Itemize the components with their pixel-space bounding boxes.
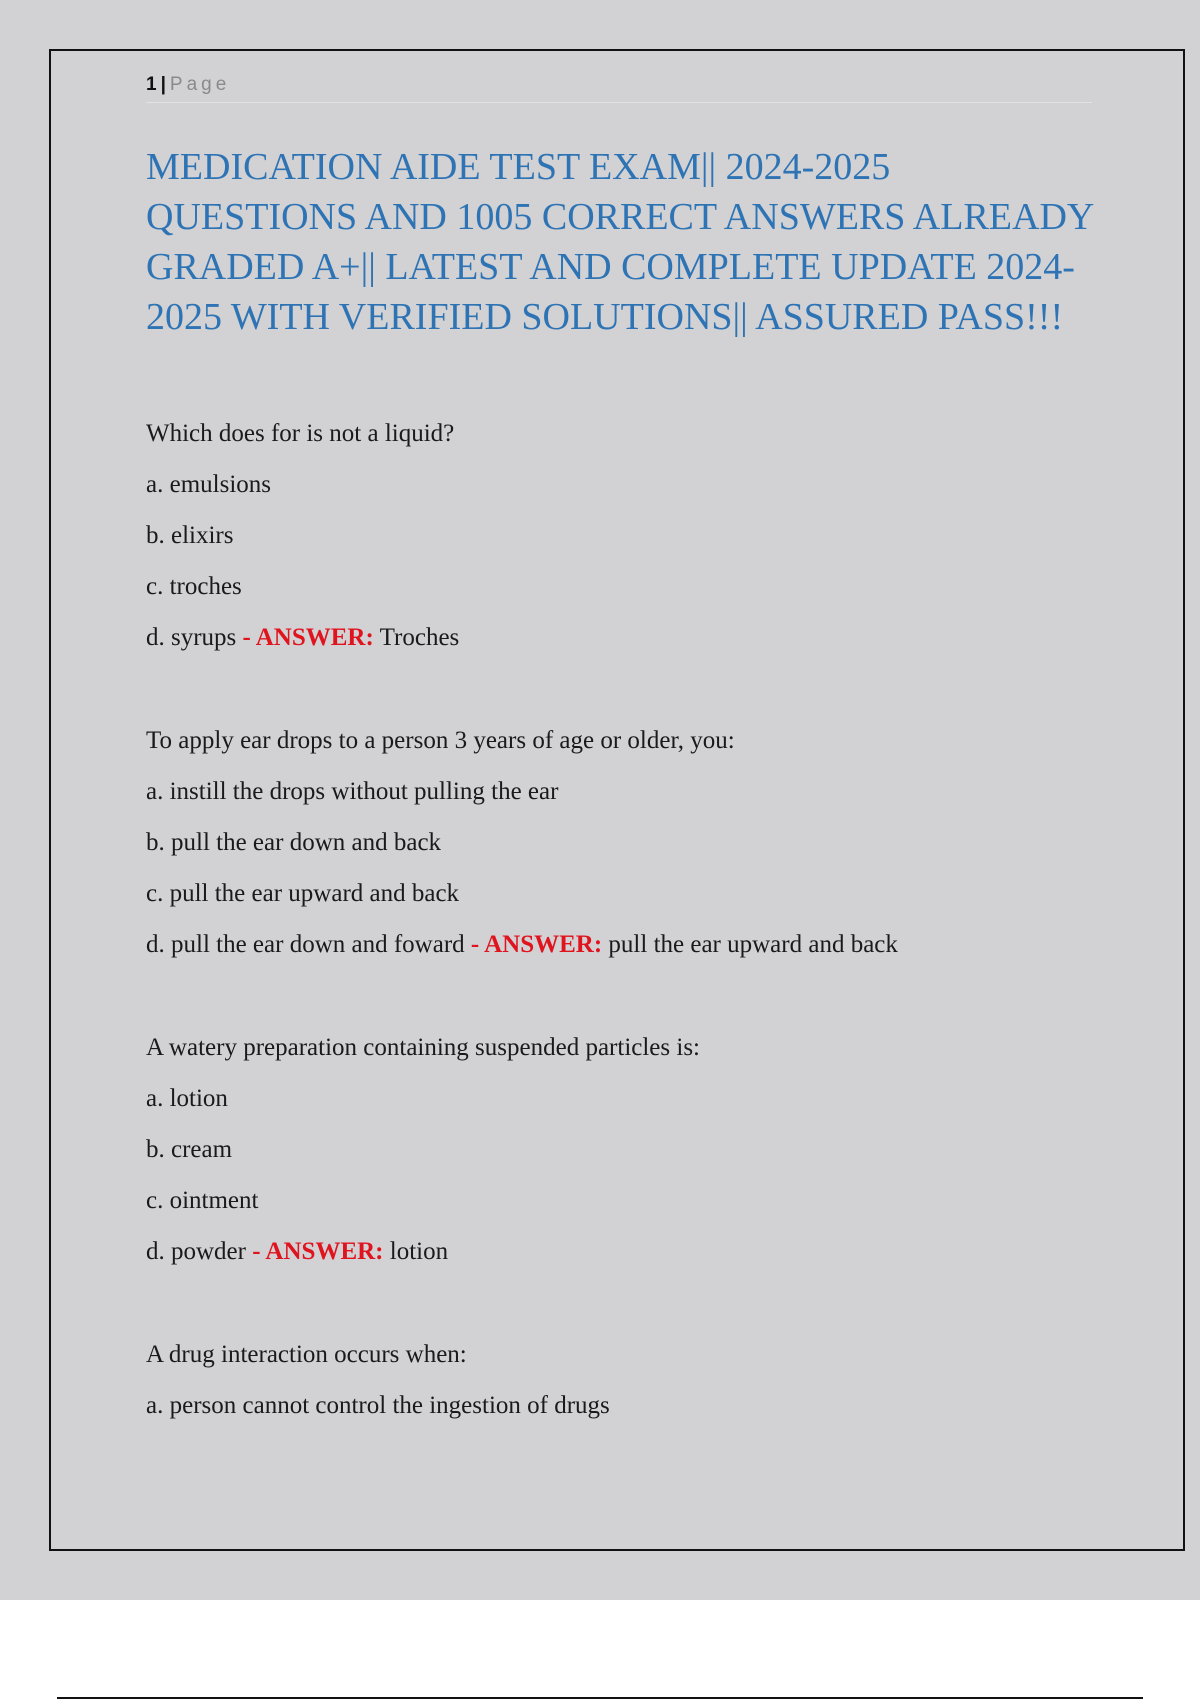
option-d-with-answer [146,612,1146,663]
option-a: a. lotion [146,1085,228,1112]
option-a: a. instill the drops without pulling the ear [146,778,559,805]
answer-label: - ANSWER: [252,1238,384,1265]
option-c: c. troches [146,573,242,600]
question-text: To apply ear drops to a person 3 years of age or older, you: [146,727,735,754]
option-d: d. powder [146,1238,246,1265]
page-label: Page [169,74,231,95]
answer-text: Troches [379,624,460,651]
option-d-with-answer [146,1226,1146,1277]
question-block [146,715,1146,970]
option-c: c. pull the ear upward and back [146,880,460,907]
option-b: b. pull the ear down and back [146,829,442,856]
page-separator: | [160,74,166,95]
option-b: b. cream [146,1136,233,1163]
question-text: A watery preparation containing suspended particles is: [146,1034,701,1061]
question-block [146,408,1146,663]
question-block [146,1022,1146,1277]
answer-text: lotion [389,1238,449,1265]
answer-label: - ANSWER: [242,624,374,651]
option-d-with-answer [146,919,1146,970]
page-header [146,74,1092,103]
question-text: Which does for is not a liquid? [146,420,455,447]
question-text: A drug interaction occurs when: [146,1341,467,1368]
answer-text: pull the ear upward and back [608,931,898,958]
option-d: d. syrups [146,624,237,651]
question-block [146,1329,1146,1431]
document-title: MEDICATION AIDE TEST EXAM|| 2024-2025 QUESTIONS AND 1005 CORRECT ANSWERS ALREADY GRADED A+|| LATEST AND COMPLETE UPDATE 2024-2025 WITH VERIFIED SOLUTIONS|| ASSURED PASS!!! [146,146,1093,338]
page-number: 1 [146,74,157,95]
option-d: d. pull the ear down and foward [146,931,465,958]
next-page-rule [57,1697,1143,1699]
option-c: c. ointment [146,1187,259,1214]
option-a: a. emulsions [146,471,271,498]
answer-label: - ANSWER: [470,931,603,958]
option-b: b. elixirs [146,522,234,549]
question-list [146,408,1146,1431]
option-a: a. person cannot control the ingestion of drugs [146,1392,610,1419]
